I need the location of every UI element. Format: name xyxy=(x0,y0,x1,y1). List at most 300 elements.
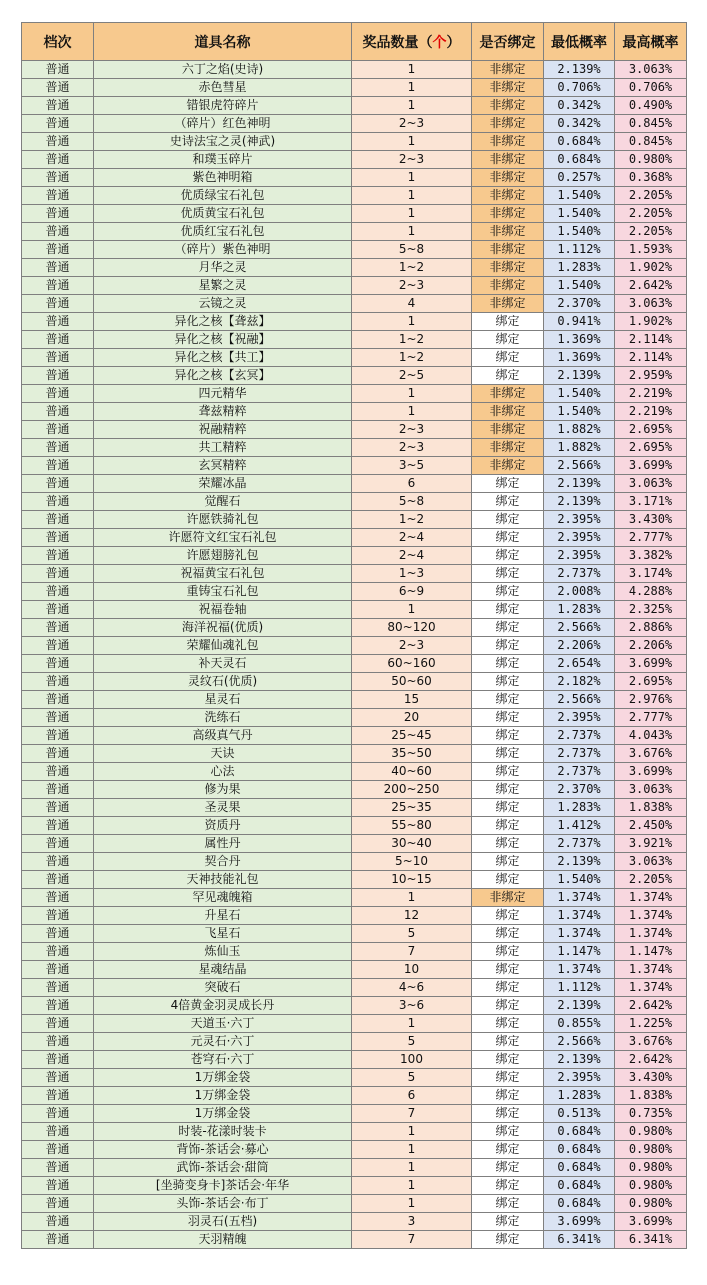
item-name-cell: 罕见魂魄箱 xyxy=(94,889,352,907)
tier-cell: 普通 xyxy=(22,115,94,133)
tier-cell: 普通 xyxy=(22,979,94,997)
tier-cell: 普通 xyxy=(22,493,94,511)
bind-status-cell: 绑定 xyxy=(472,1213,544,1231)
min-probability-cell: 2.139% xyxy=(544,853,615,871)
tier-cell: 普通 xyxy=(22,691,94,709)
min-probability-cell: 1.283% xyxy=(544,259,615,277)
bind-status-cell: 非绑定 xyxy=(472,61,544,79)
min-probability-cell: 1.369% xyxy=(544,331,615,349)
bind-status-cell: 绑定 xyxy=(472,637,544,655)
item-name-cell: 羽灵石(五档) xyxy=(94,1213,352,1231)
item-name-cell: 补天灵石 xyxy=(94,655,352,673)
quantity-cell: 1 xyxy=(352,205,472,223)
min-probability-cell: 2.370% xyxy=(544,295,615,313)
table-row xyxy=(22,79,687,97)
item-name-cell: 紫色神明箱 xyxy=(94,169,352,187)
min-probability-cell: 2.139% xyxy=(544,997,615,1015)
item-name-cell: 重铸宝石礼包 xyxy=(94,583,352,601)
bind-status-cell: 非绑定 xyxy=(472,295,544,313)
item-name-cell: 和璞玉碎片 xyxy=(94,151,352,169)
bind-status-cell: 绑定 xyxy=(472,1231,544,1249)
min-probability-cell: 0.706% xyxy=(544,79,615,97)
bind-status-cell: 非绑定 xyxy=(472,169,544,187)
quantity-cell: 2~3 xyxy=(352,439,472,457)
min-probability-cell: 0.684% xyxy=(544,1141,615,1159)
bind-status-cell: 绑定 xyxy=(472,871,544,889)
table-row xyxy=(22,151,687,169)
quantity-cell: 15 xyxy=(352,691,472,709)
min-probability-cell: 2.395% xyxy=(544,529,615,547)
quantity-cell: 2~4 xyxy=(352,529,472,547)
tier-cell: 普通 xyxy=(22,169,94,187)
item-name-cell: 武饰-茶话会·甜筒 xyxy=(94,1159,352,1177)
table-row xyxy=(22,745,687,763)
item-name-cell: 荣耀冰晶 xyxy=(94,475,352,493)
quantity-cell: 5~10 xyxy=(352,853,472,871)
tier-cell: 普通 xyxy=(22,943,94,961)
table-row xyxy=(22,349,687,367)
table-row xyxy=(22,781,687,799)
table-row xyxy=(22,133,687,151)
bind-status-cell: 绑定 xyxy=(472,763,544,781)
header-quantity-suffix: ） xyxy=(446,34,461,51)
tier-cell: 普通 xyxy=(22,547,94,565)
item-name-cell: 玄冥精粹 xyxy=(94,457,352,475)
bind-status-cell: 绑定 xyxy=(472,655,544,673)
max-probability-cell: 0.845% xyxy=(615,115,687,133)
max-probability-cell: 0.980% xyxy=(615,1141,687,1159)
item-name-cell: 异化之核【共工】 xyxy=(94,349,352,367)
quantity-cell: 25~35 xyxy=(352,799,472,817)
table-row xyxy=(22,547,687,565)
item-name-cell: 许愿翅膀礼包 xyxy=(94,547,352,565)
table-row xyxy=(22,817,687,835)
item-name-cell: 异化之核【玄冥】 xyxy=(94,367,352,385)
bind-status-cell: 绑定 xyxy=(472,1195,544,1213)
max-probability-cell: 3.699% xyxy=(615,763,687,781)
bind-status-cell: 绑定 xyxy=(472,565,544,583)
min-probability-cell: 2.139% xyxy=(544,493,615,511)
min-probability-cell: 2.139% xyxy=(544,367,615,385)
min-probability-cell: 0.684% xyxy=(544,1159,615,1177)
quantity-cell: 5 xyxy=(352,1069,472,1087)
max-probability-cell: 2.642% xyxy=(615,1051,687,1069)
quantity-cell: 35~50 xyxy=(352,745,472,763)
max-probability-cell: 3.063% xyxy=(615,61,687,79)
min-probability-cell: 2.395% xyxy=(544,511,615,529)
tier-cell: 普通 xyxy=(22,763,94,781)
max-probability-cell: 3.171% xyxy=(615,493,687,511)
quantity-cell: 7 xyxy=(352,943,472,961)
quantity-cell: 1 xyxy=(352,1123,472,1141)
max-probability-cell: 2.205% xyxy=(615,871,687,889)
bind-status-cell: 绑定 xyxy=(472,799,544,817)
bind-status-cell: 绑定 xyxy=(472,1069,544,1087)
max-probability-cell: 1.374% xyxy=(615,979,687,997)
max-probability-cell: 2.777% xyxy=(615,709,687,727)
min-probability-cell: 2.395% xyxy=(544,547,615,565)
tier-cell: 普通 xyxy=(22,565,94,583)
tier-cell: 普通 xyxy=(22,421,94,439)
table-row xyxy=(22,907,687,925)
max-probability-cell: 1.374% xyxy=(615,889,687,907)
tier-cell: 普通 xyxy=(22,871,94,889)
item-name-cell: 天道玉·六丁 xyxy=(94,1015,352,1033)
max-probability-cell: 3.676% xyxy=(615,1033,687,1051)
table-row xyxy=(22,889,687,907)
quantity-cell: 10~15 xyxy=(352,871,472,889)
min-probability-cell: 0.684% xyxy=(544,151,615,169)
min-probability-cell: 1.882% xyxy=(544,421,615,439)
min-probability-cell: 2.654% xyxy=(544,655,615,673)
quantity-cell: 1 xyxy=(352,1015,472,1033)
bind-status-cell: 非绑定 xyxy=(472,889,544,907)
max-probability-cell: 0.368% xyxy=(615,169,687,187)
min-probability-cell: 2.737% xyxy=(544,565,615,583)
max-probability-cell: 1.838% xyxy=(615,799,687,817)
item-name-cell: 升星石 xyxy=(94,907,352,925)
min-probability-cell: 1.540% xyxy=(544,871,615,889)
table-row xyxy=(22,331,687,349)
item-name-cell: 海洋祝福(优质) xyxy=(94,619,352,637)
min-probability-cell: 1.540% xyxy=(544,205,615,223)
max-probability-cell: 1.225% xyxy=(615,1015,687,1033)
item-name-cell: 炼仙玉 xyxy=(94,943,352,961)
min-probability-cell: 0.257% xyxy=(544,169,615,187)
max-probability-cell: 0.980% xyxy=(615,1195,687,1213)
quantity-cell: 7 xyxy=(352,1105,472,1123)
tier-cell: 普通 xyxy=(22,961,94,979)
tier-cell: 普通 xyxy=(22,781,94,799)
max-probability-cell: 3.699% xyxy=(615,1213,687,1231)
tier-cell: 普通 xyxy=(22,259,94,277)
quantity-cell: 20 xyxy=(352,709,472,727)
min-probability-cell: 2.395% xyxy=(544,1069,615,1087)
tier-cell: 普通 xyxy=(22,295,94,313)
bind-status-cell: 非绑定 xyxy=(472,133,544,151)
max-probability-cell: 2.219% xyxy=(615,403,687,421)
tier-cell: 普通 xyxy=(22,727,94,745)
max-probability-cell: 2.695% xyxy=(615,421,687,439)
quantity-cell: 1 xyxy=(352,601,472,619)
bind-status-cell: 非绑定 xyxy=(472,151,544,169)
table-row xyxy=(22,403,687,421)
max-probability-cell: 0.980% xyxy=(615,1159,687,1177)
min-probability-cell: 1.412% xyxy=(544,817,615,835)
min-probability-cell: 2.566% xyxy=(544,691,615,709)
tier-cell: 普通 xyxy=(22,367,94,385)
min-probability-cell: 1.112% xyxy=(544,979,615,997)
bind-status-cell: 绑定 xyxy=(472,853,544,871)
min-probability-cell: 1.540% xyxy=(544,385,615,403)
table-row xyxy=(22,961,687,979)
quantity-cell: 1~2 xyxy=(352,349,472,367)
bind-status-cell: 绑定 xyxy=(472,961,544,979)
bind-status-cell: 绑定 xyxy=(472,511,544,529)
item-name-cell: 祝福黄宝石礼包 xyxy=(94,565,352,583)
tier-cell: 普通 xyxy=(22,1159,94,1177)
quantity-cell: 3 xyxy=(352,1213,472,1231)
bind-status-cell: 非绑定 xyxy=(472,187,544,205)
min-probability-cell: 0.855% xyxy=(544,1015,615,1033)
bind-status-cell: 绑定 xyxy=(472,367,544,385)
quantity-cell: 6~9 xyxy=(352,583,472,601)
min-probability-cell: 1.283% xyxy=(544,1087,615,1105)
min-probability-cell: 1.374% xyxy=(544,961,615,979)
tier-cell: 普通 xyxy=(22,1213,94,1231)
item-name-cell: （碎片）紫色神明 xyxy=(94,241,352,259)
table-row xyxy=(22,601,687,619)
tier-cell: 普通 xyxy=(22,1033,94,1051)
max-probability-cell: 3.174% xyxy=(615,565,687,583)
item-name-cell: 祝福卷轴 xyxy=(94,601,352,619)
tier-cell: 普通 xyxy=(22,313,94,331)
quantity-cell: 40~60 xyxy=(352,763,472,781)
bind-status-cell: 非绑定 xyxy=(472,439,544,457)
item-name-cell: 飞星石 xyxy=(94,925,352,943)
table-row xyxy=(22,1159,687,1177)
max-probability-cell: 3.676% xyxy=(615,745,687,763)
tier-cell: 普通 xyxy=(22,241,94,259)
max-probability-cell: 2.325% xyxy=(615,601,687,619)
tier-cell: 普通 xyxy=(22,475,94,493)
min-probability-cell: 2.182% xyxy=(544,673,615,691)
item-name-cell: 1万绑金袋 xyxy=(94,1069,352,1087)
quantity-cell: 1~3 xyxy=(352,565,472,583)
bind-status-cell: 绑定 xyxy=(472,835,544,853)
min-probability-cell: 2.206% xyxy=(544,637,615,655)
item-name-cell: 异化之核【祝融】 xyxy=(94,331,352,349)
table-row xyxy=(22,115,687,133)
quantity-cell: 1 xyxy=(352,223,472,241)
quantity-cell: 2~3 xyxy=(352,277,472,295)
min-probability-cell: 2.139% xyxy=(544,1051,615,1069)
max-probability-cell: 1.838% xyxy=(615,1087,687,1105)
table-row xyxy=(22,385,687,403)
min-probability-cell: 1.283% xyxy=(544,799,615,817)
table-row xyxy=(22,637,687,655)
quantity-cell: 200~250 xyxy=(352,781,472,799)
bind-status-cell: 非绑定 xyxy=(472,385,544,403)
bind-status-cell: 绑定 xyxy=(472,691,544,709)
table-row xyxy=(22,655,687,673)
quantity-cell: 5~8 xyxy=(352,241,472,259)
bind-status-cell: 非绑定 xyxy=(472,223,544,241)
tier-cell: 普通 xyxy=(22,511,94,529)
max-probability-cell: 0.980% xyxy=(615,1177,687,1195)
min-probability-cell: 0.342% xyxy=(544,97,615,115)
table-row xyxy=(22,835,687,853)
bind-status-cell: 绑定 xyxy=(472,781,544,799)
item-name-cell: 资质丹 xyxy=(94,817,352,835)
tier-cell: 普通 xyxy=(22,1123,94,1141)
item-name-cell: 错银虎符碎片 xyxy=(94,97,352,115)
max-probability-cell: 2.205% xyxy=(615,187,687,205)
table-row xyxy=(22,295,687,313)
max-probability-cell: 2.219% xyxy=(615,385,687,403)
tier-cell: 普通 xyxy=(22,673,94,691)
min-probability-cell: 0.684% xyxy=(544,1123,615,1141)
table-row xyxy=(22,763,687,781)
max-probability-cell: 0.845% xyxy=(615,133,687,151)
header-max-probability: 最高概率 xyxy=(615,23,687,61)
max-probability-cell: 3.430% xyxy=(615,1069,687,1087)
table-row xyxy=(22,1123,687,1141)
item-name-cell: 优质红宝石礼包 xyxy=(94,223,352,241)
table-row xyxy=(22,1231,687,1249)
min-probability-cell: 2.566% xyxy=(544,457,615,475)
max-probability-cell: 2.642% xyxy=(615,997,687,1015)
max-probability-cell: 3.382% xyxy=(615,547,687,565)
table-row xyxy=(22,97,687,115)
quantity-cell: 1~2 xyxy=(352,331,472,349)
bind-status-cell: 非绑定 xyxy=(472,457,544,475)
min-probability-cell: 1.147% xyxy=(544,943,615,961)
max-probability-cell: 0.735% xyxy=(615,1105,687,1123)
min-probability-cell: 1.374% xyxy=(544,889,615,907)
item-name-cell: 时装-花漾时装卡 xyxy=(94,1123,352,1141)
item-name-cell: 1万绑金袋 xyxy=(94,1087,352,1105)
tier-cell: 普通 xyxy=(22,799,94,817)
bind-status-cell: 绑定 xyxy=(472,1141,544,1159)
item-name-cell: 星繁之灵 xyxy=(94,277,352,295)
item-name-cell: 1万绑金袋 xyxy=(94,1105,352,1123)
tier-cell: 普通 xyxy=(22,745,94,763)
table-row xyxy=(22,1051,687,1069)
bind-status-cell: 绑定 xyxy=(472,817,544,835)
quantity-cell: 1 xyxy=(352,889,472,907)
max-probability-cell: 2.695% xyxy=(615,673,687,691)
item-name-cell: 4倍黄金羽灵成长丹 xyxy=(94,997,352,1015)
max-probability-cell: 1.902% xyxy=(615,313,687,331)
table-row xyxy=(22,223,687,241)
tier-cell: 普通 xyxy=(22,385,94,403)
bind-status-cell: 非绑定 xyxy=(472,421,544,439)
min-probability-cell: 1.540% xyxy=(544,223,615,241)
item-name-cell: 元灵石·六丁 xyxy=(94,1033,352,1051)
quantity-cell: 1 xyxy=(352,403,472,421)
max-probability-cell: 3.063% xyxy=(615,295,687,313)
tier-cell: 普通 xyxy=(22,61,94,79)
tier-cell: 普通 xyxy=(22,655,94,673)
tier-cell: 普通 xyxy=(22,1141,94,1159)
quantity-cell: 1 xyxy=(352,133,472,151)
table-row xyxy=(22,943,687,961)
table-row xyxy=(22,187,687,205)
table-row xyxy=(22,439,687,457)
table-row xyxy=(22,169,687,187)
max-probability-cell: 1.374% xyxy=(615,925,687,943)
table-row xyxy=(22,475,687,493)
tier-cell: 普通 xyxy=(22,403,94,421)
table-row xyxy=(22,1141,687,1159)
item-name-cell: 背饰-茶话会·募心 xyxy=(94,1141,352,1159)
quantity-cell: 1 xyxy=(352,187,472,205)
min-probability-cell: 2.737% xyxy=(544,745,615,763)
table-row xyxy=(22,205,687,223)
bind-status-cell: 绑定 xyxy=(472,943,544,961)
min-probability-cell: 1.374% xyxy=(544,925,615,943)
item-name-cell: 天羽精魄 xyxy=(94,1231,352,1249)
max-probability-cell: 2.886% xyxy=(615,619,687,637)
item-name-cell: 许愿符文红宝石礼包 xyxy=(94,529,352,547)
quantity-cell: 1~2 xyxy=(352,259,472,277)
item-name-cell: 高级真气丹 xyxy=(94,727,352,745)
table-row xyxy=(22,1105,687,1123)
quantity-cell: 6 xyxy=(352,1087,472,1105)
table-row xyxy=(22,1177,687,1195)
min-probability-cell: 2.395% xyxy=(544,709,615,727)
min-probability-cell: 2.566% xyxy=(544,619,615,637)
item-name-cell: （碎片）红色神明 xyxy=(94,115,352,133)
table-row xyxy=(22,529,687,547)
tier-cell: 普通 xyxy=(22,637,94,655)
quantity-cell: 2~3 xyxy=(352,421,472,439)
header-bind-status: 是否绑定 xyxy=(472,23,544,61)
max-probability-cell: 0.980% xyxy=(615,1123,687,1141)
quantity-cell: 1 xyxy=(352,169,472,187)
item-name-cell: [坐骑变身卡]茶话会·年华 xyxy=(94,1177,352,1195)
bind-status-cell: 绑定 xyxy=(472,529,544,547)
quantity-cell: 25~45 xyxy=(352,727,472,745)
tier-cell: 普通 xyxy=(22,331,94,349)
bind-status-cell: 绑定 xyxy=(472,727,544,745)
item-name-cell: 洗练石 xyxy=(94,709,352,727)
bind-status-cell: 绑定 xyxy=(472,601,544,619)
bind-status-cell: 绑定 xyxy=(472,925,544,943)
max-probability-cell: 1.902% xyxy=(615,259,687,277)
quantity-cell: 1 xyxy=(352,1177,472,1195)
max-probability-cell: 3.921% xyxy=(615,835,687,853)
max-probability-cell: 2.642% xyxy=(615,277,687,295)
bind-status-cell: 绑定 xyxy=(472,331,544,349)
quantity-cell: 55~80 xyxy=(352,817,472,835)
quantity-cell: 60~160 xyxy=(352,655,472,673)
min-probability-cell: 1.882% xyxy=(544,439,615,457)
table-row xyxy=(22,367,687,385)
bind-status-cell: 非绑定 xyxy=(472,79,544,97)
item-name-cell: 突破石 xyxy=(94,979,352,997)
min-probability-cell: 2.008% xyxy=(544,583,615,601)
tier-cell: 普通 xyxy=(22,457,94,475)
table-row xyxy=(22,511,687,529)
item-name-cell: 修为果 xyxy=(94,781,352,799)
min-probability-cell: 2.737% xyxy=(544,763,615,781)
tier-cell: 普通 xyxy=(22,925,94,943)
quantity-cell: 2~3 xyxy=(352,151,472,169)
table-row xyxy=(22,691,687,709)
tier-cell: 普通 xyxy=(22,601,94,619)
item-name-cell: 祝融精粹 xyxy=(94,421,352,439)
table-row xyxy=(22,61,687,79)
quantity-cell: 1 xyxy=(352,1141,472,1159)
max-probability-cell: 2.205% xyxy=(615,223,687,241)
quantity-cell: 1 xyxy=(352,313,472,331)
quantity-cell: 1 xyxy=(352,61,472,79)
min-probability-cell: 0.684% xyxy=(544,133,615,151)
tier-cell: 普通 xyxy=(22,133,94,151)
max-probability-cell: 2.695% xyxy=(615,439,687,457)
item-name-cell: 星灵石 xyxy=(94,691,352,709)
bind-status-cell: 绑定 xyxy=(472,619,544,637)
quantity-cell: 2~3 xyxy=(352,115,472,133)
min-probability-cell: 0.684% xyxy=(544,1195,615,1213)
tier-cell: 普通 xyxy=(22,1069,94,1087)
bind-status-cell: 绑定 xyxy=(472,475,544,493)
item-name-cell: 异化之核【聋兹】 xyxy=(94,313,352,331)
min-probability-cell: 0.342% xyxy=(544,115,615,133)
item-name-cell: 优质绿宝石礼包 xyxy=(94,187,352,205)
